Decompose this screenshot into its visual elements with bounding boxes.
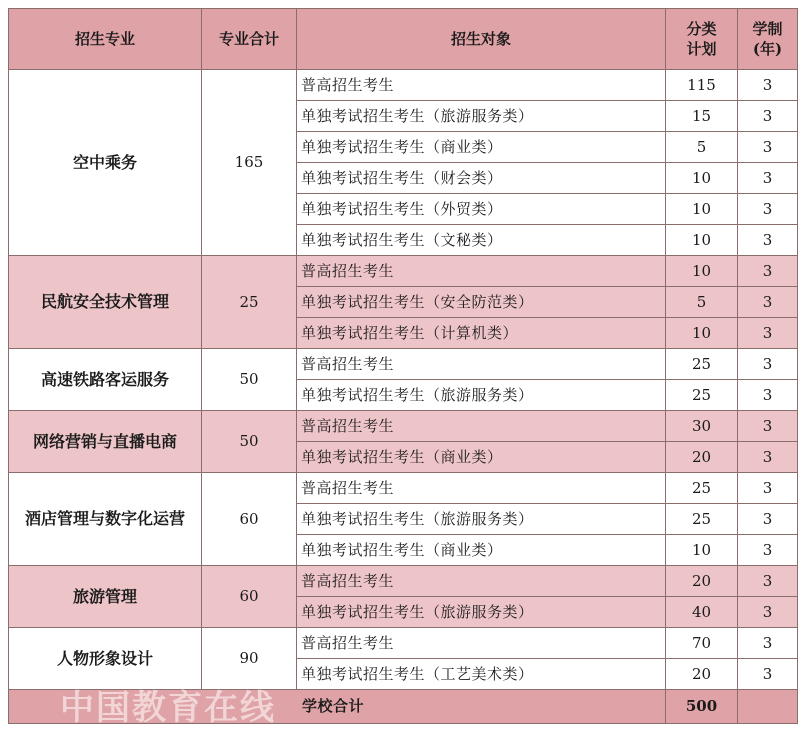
target-cell: 单独考试招生考生（商业类） — [297, 132, 666, 163]
major-total: 165 — [202, 70, 297, 256]
target-cell: 单独考试招生考生（计算机类） — [297, 318, 666, 349]
table-row — [9, 628, 798, 659]
target-cell: 单独考试招生考生（旅游服务类） — [297, 597, 666, 628]
years-cell: 3 — [738, 349, 798, 380]
plan-cell: 25 — [666, 380, 738, 411]
target-cell: 普高招生考生 — [297, 411, 666, 442]
table-row — [9, 70, 798, 101]
header-plan-line2: 计划 — [686, 40, 717, 58]
plan-cell: 10 — [666, 163, 738, 194]
header-plan — [666, 9, 738, 70]
years-cell: 3 — [738, 659, 798, 690]
major-total: 50 — [202, 349, 297, 411]
major-name: 民航安全技术管理 — [9, 256, 202, 349]
major-name: 旅游管理 — [9, 566, 202, 628]
years-cell: 3 — [738, 194, 798, 225]
years-cell: 3 — [738, 101, 798, 132]
target-cell: 普高招生考生 — [297, 473, 666, 504]
target-cell: 单独考试招生考生（旅游服务类） — [297, 504, 666, 535]
header-years-line1: 学制 — [752, 20, 783, 38]
summary-value: 500 — [666, 690, 738, 724]
plan-cell: 40 — [666, 597, 738, 628]
years-cell: 3 — [738, 256, 798, 287]
major-name: 网络营销与直播电商 — [9, 411, 202, 473]
target-cell: 普高招生考生 — [297, 566, 666, 597]
major-total: 50 — [202, 411, 297, 473]
years-cell: 3 — [738, 318, 798, 349]
plan-cell: 20 — [666, 659, 738, 690]
major-total: 60 — [202, 566, 297, 628]
major-name: 人物形象设计 — [9, 628, 202, 690]
years-cell: 3 — [738, 380, 798, 411]
years-cell: 3 — [738, 535, 798, 566]
watermark: 中国教育在线 — [60, 688, 276, 728]
summary-empty — [738, 690, 798, 724]
target-cell: 普高招生考生 — [297, 628, 666, 659]
years-cell: 3 — [738, 132, 798, 163]
years-cell: 3 — [738, 473, 798, 504]
years-cell: 3 — [738, 597, 798, 628]
table-row — [9, 473, 798, 504]
target-cell: 单独考试招生考生（旅游服务类） — [297, 380, 666, 411]
header-years — [738, 9, 798, 70]
header-total: 专业合计 — [202, 9, 297, 70]
years-cell: 3 — [738, 70, 798, 101]
plan-cell: 15 — [666, 101, 738, 132]
plan-cell: 5 — [666, 287, 738, 318]
plan-cell: 30 — [666, 411, 738, 442]
plan-cell: 115 — [666, 70, 738, 101]
plan-cell: 20 — [666, 566, 738, 597]
summary-row — [9, 690, 798, 724]
years-cell: 3 — [738, 225, 798, 256]
target-cell: 单独考试招生考生（商业类） — [297, 535, 666, 566]
header-major: 招生专业 — [9, 9, 202, 70]
years-cell: 3 — [738, 628, 798, 659]
table-row — [9, 256, 798, 287]
header-target: 招生对象 — [297, 9, 666, 70]
years-cell: 3 — [738, 411, 798, 442]
plan-cell: 25 — [666, 504, 738, 535]
table-row — [9, 349, 798, 380]
plan-cell: 10 — [666, 318, 738, 349]
summary-label: 学校合计 — [9, 690, 666, 724]
plan-cell: 25 — [666, 473, 738, 504]
table-row — [9, 566, 798, 597]
major-name: 空中乘务 — [9, 70, 202, 256]
plan-cell: 10 — [666, 256, 738, 287]
major-total: 60 — [202, 473, 297, 566]
target-cell: 单独考试招生考生（安全防范类） — [297, 287, 666, 318]
plan-cell: 70 — [666, 628, 738, 659]
years-cell: 3 — [738, 504, 798, 535]
target-cell: 单独考试招生考生（财会类） — [297, 163, 666, 194]
enrollment-plan-table — [8, 8, 798, 724]
header-years-line2: (年) — [752, 40, 783, 58]
years-cell: 3 — [738, 287, 798, 318]
plan-cell: 25 — [666, 349, 738, 380]
major-total: 25 — [202, 256, 297, 349]
header-row — [9, 9, 798, 70]
target-cell: 单独考试招生考生（工艺美术类） — [297, 659, 666, 690]
target-cell: 单独考试招生考生（旅游服务类） — [297, 101, 666, 132]
table-body — [9, 70, 798, 690]
target-cell: 单独考试招生考生（外贸类） — [297, 194, 666, 225]
years-cell: 3 — [738, 163, 798, 194]
plan-cell: 5 — [666, 132, 738, 163]
plan-cell: 20 — [666, 442, 738, 473]
plan-cell: 10 — [666, 535, 738, 566]
years-cell: 3 — [738, 442, 798, 473]
target-cell: 单独考试招生考生（文秘类） — [297, 225, 666, 256]
target-cell: 单独考试招生考生（商业类） — [297, 442, 666, 473]
major-name: 酒店管理与数字化运营 — [9, 473, 202, 566]
target-cell: 普高招生考生 — [297, 256, 666, 287]
target-cell: 普高招生考生 — [297, 349, 666, 380]
target-cell: 普高招生考生 — [297, 70, 666, 101]
years-cell: 3 — [738, 566, 798, 597]
plan-cell: 10 — [666, 225, 738, 256]
major-name: 高速铁路客运服务 — [9, 349, 202, 411]
table-row — [9, 411, 798, 442]
header-plan-line1: 分类 — [686, 20, 717, 38]
major-total: 90 — [202, 628, 297, 690]
plan-cell: 10 — [666, 194, 738, 225]
